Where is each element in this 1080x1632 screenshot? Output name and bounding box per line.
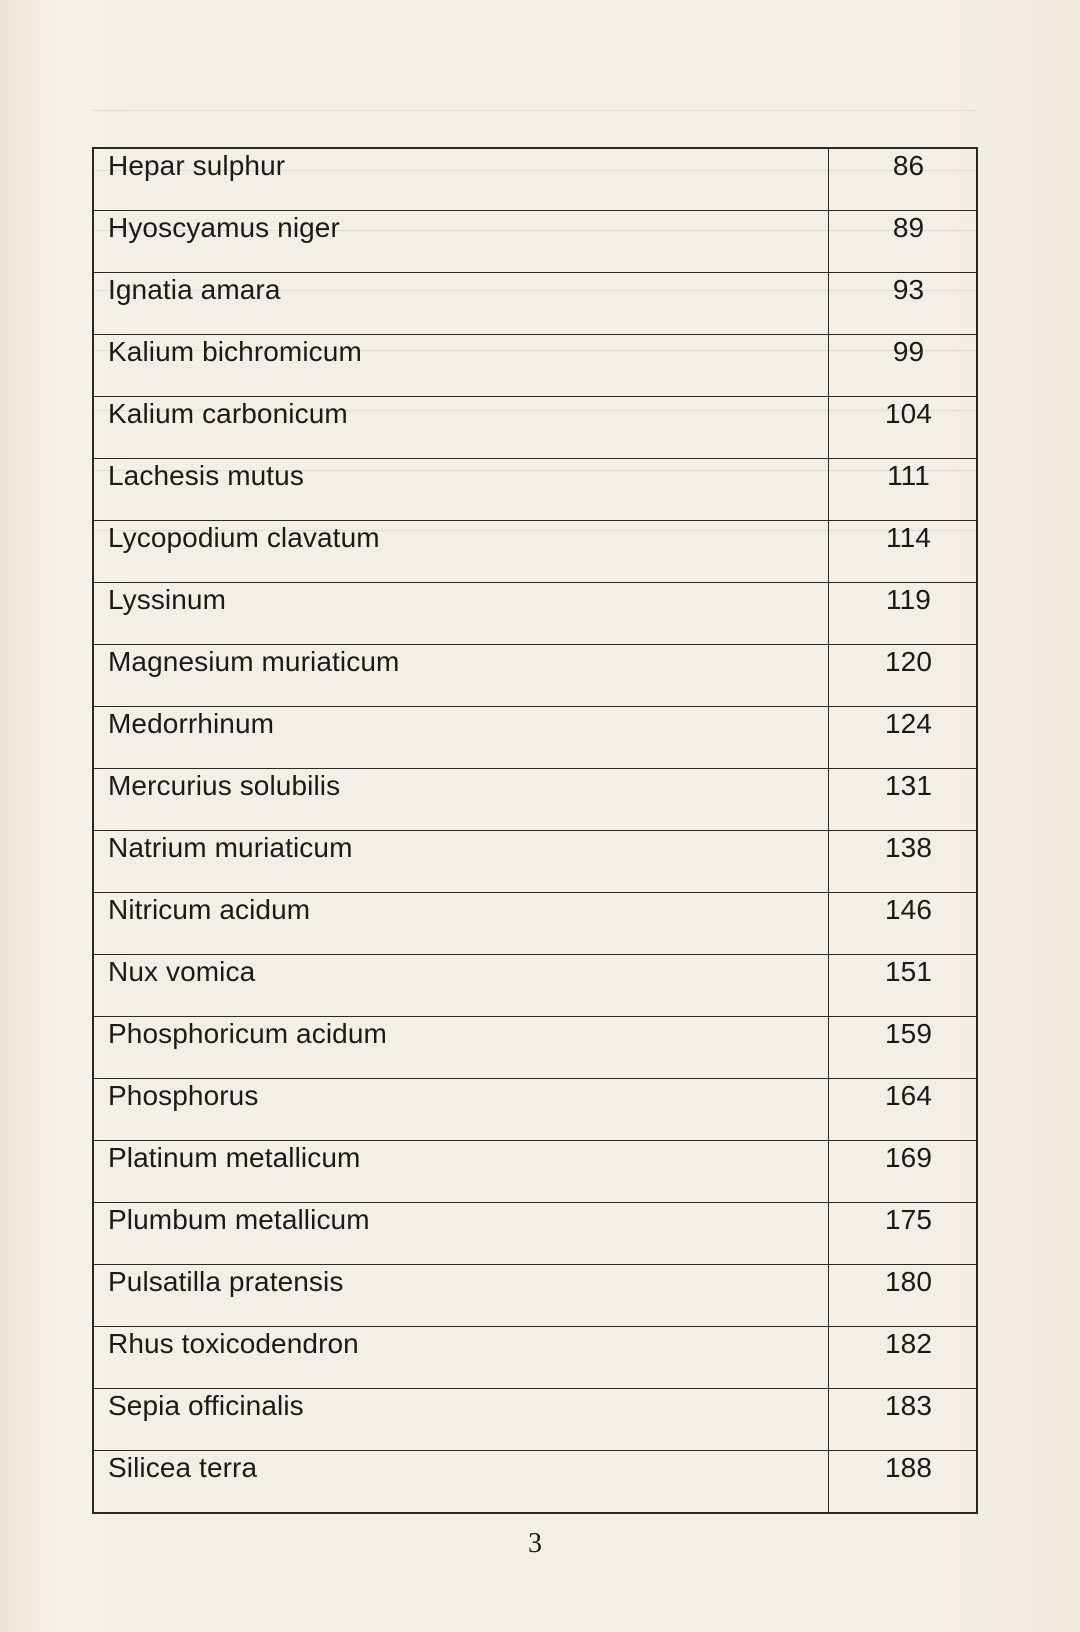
page-reference: 188 <box>829 1451 978 1514</box>
page-reference: 119 <box>829 583 978 645</box>
remedy-name: Plumbum metallicum <box>93 1203 829 1265</box>
remedy-name: Medorrhinum <box>93 707 829 769</box>
table-row <box>93 211 977 273</box>
page-number: 3 <box>528 1528 542 1559</box>
page-reference: 86 <box>829 148 978 211</box>
page-reference: 183 <box>829 1389 978 1451</box>
remedy-name: Nitricum acidum <box>93 893 829 955</box>
table-row <box>93 1451 977 1514</box>
remedy-name: Nux vomica <box>93 955 829 1017</box>
remedy-name: Sepia officinalis <box>93 1389 829 1451</box>
remedy-name: Lycopodium clavatum <box>93 521 829 583</box>
remedy-name: Phosphoricum acidum <box>93 1017 829 1079</box>
remedy-name: Magnesium muriaticum <box>93 645 829 707</box>
page-reference: 99 <box>829 335 978 397</box>
table-row <box>93 273 977 335</box>
table-row <box>93 955 977 1017</box>
table-row <box>93 1141 977 1203</box>
page-reference: 138 <box>829 831 978 893</box>
table-row <box>93 707 977 769</box>
table-row <box>93 459 977 521</box>
page-reference: 164 <box>829 1079 978 1141</box>
page-reference: 180 <box>829 1265 978 1327</box>
remedy-name: Lyssinum <box>93 583 829 645</box>
table-row <box>93 583 977 645</box>
page-reference: 111 <box>829 459 978 521</box>
remedy-name: Mercurius solubilis <box>93 769 829 831</box>
page-reference: 89 <box>829 211 978 273</box>
page-reference: 146 <box>829 893 978 955</box>
page-reference: 124 <box>829 707 978 769</box>
remedy-name: Hyoscyamus niger <box>93 211 829 273</box>
table-row <box>93 1389 977 1451</box>
table-row <box>93 1203 977 1265</box>
table-row <box>93 397 977 459</box>
table-row <box>93 769 977 831</box>
table-row <box>93 645 977 707</box>
remedy-name: Pulsatilla pratensis <box>93 1265 829 1327</box>
table-row <box>93 148 977 211</box>
page-reference: 159 <box>829 1017 978 1079</box>
remedy-name: Platinum metallicum <box>93 1141 829 1203</box>
remedy-name: Phosphorus <box>93 1079 829 1141</box>
remedy-name: Lachesis mutus <box>93 459 829 521</box>
remedy-name: Kalium carbonicum <box>93 397 829 459</box>
page-reference: 114 <box>829 521 978 583</box>
table-row <box>93 1017 977 1079</box>
page-reference: 93 <box>829 273 978 335</box>
page-reference: 175 <box>829 1203 978 1265</box>
remedy-name: Rhus toxicodendron <box>93 1327 829 1389</box>
remedy-name: Kalium bichromicum <box>93 335 829 397</box>
table-row <box>93 521 977 583</box>
page-reference: 104 <box>829 397 978 459</box>
remedy-name: Natrium muriaticum <box>93 831 829 893</box>
page-reference: 131 <box>829 769 978 831</box>
page-reference: 182 <box>829 1327 978 1389</box>
page-reference: 169 <box>829 1141 978 1203</box>
table-row <box>93 1265 977 1327</box>
remedy-name: Silicea terra <box>93 1451 829 1514</box>
page-reference: 151 <box>829 955 978 1017</box>
table-row <box>93 893 977 955</box>
remedy-name: Ignatia amara <box>93 273 829 335</box>
remedy-name: Hepar sulphur <box>93 148 829 211</box>
table-row <box>93 1079 977 1141</box>
page-reference: 120 <box>829 645 978 707</box>
table-row <box>93 831 977 893</box>
table-row <box>93 1327 977 1389</box>
table-row <box>93 335 977 397</box>
contents-table <box>92 147 978 1514</box>
